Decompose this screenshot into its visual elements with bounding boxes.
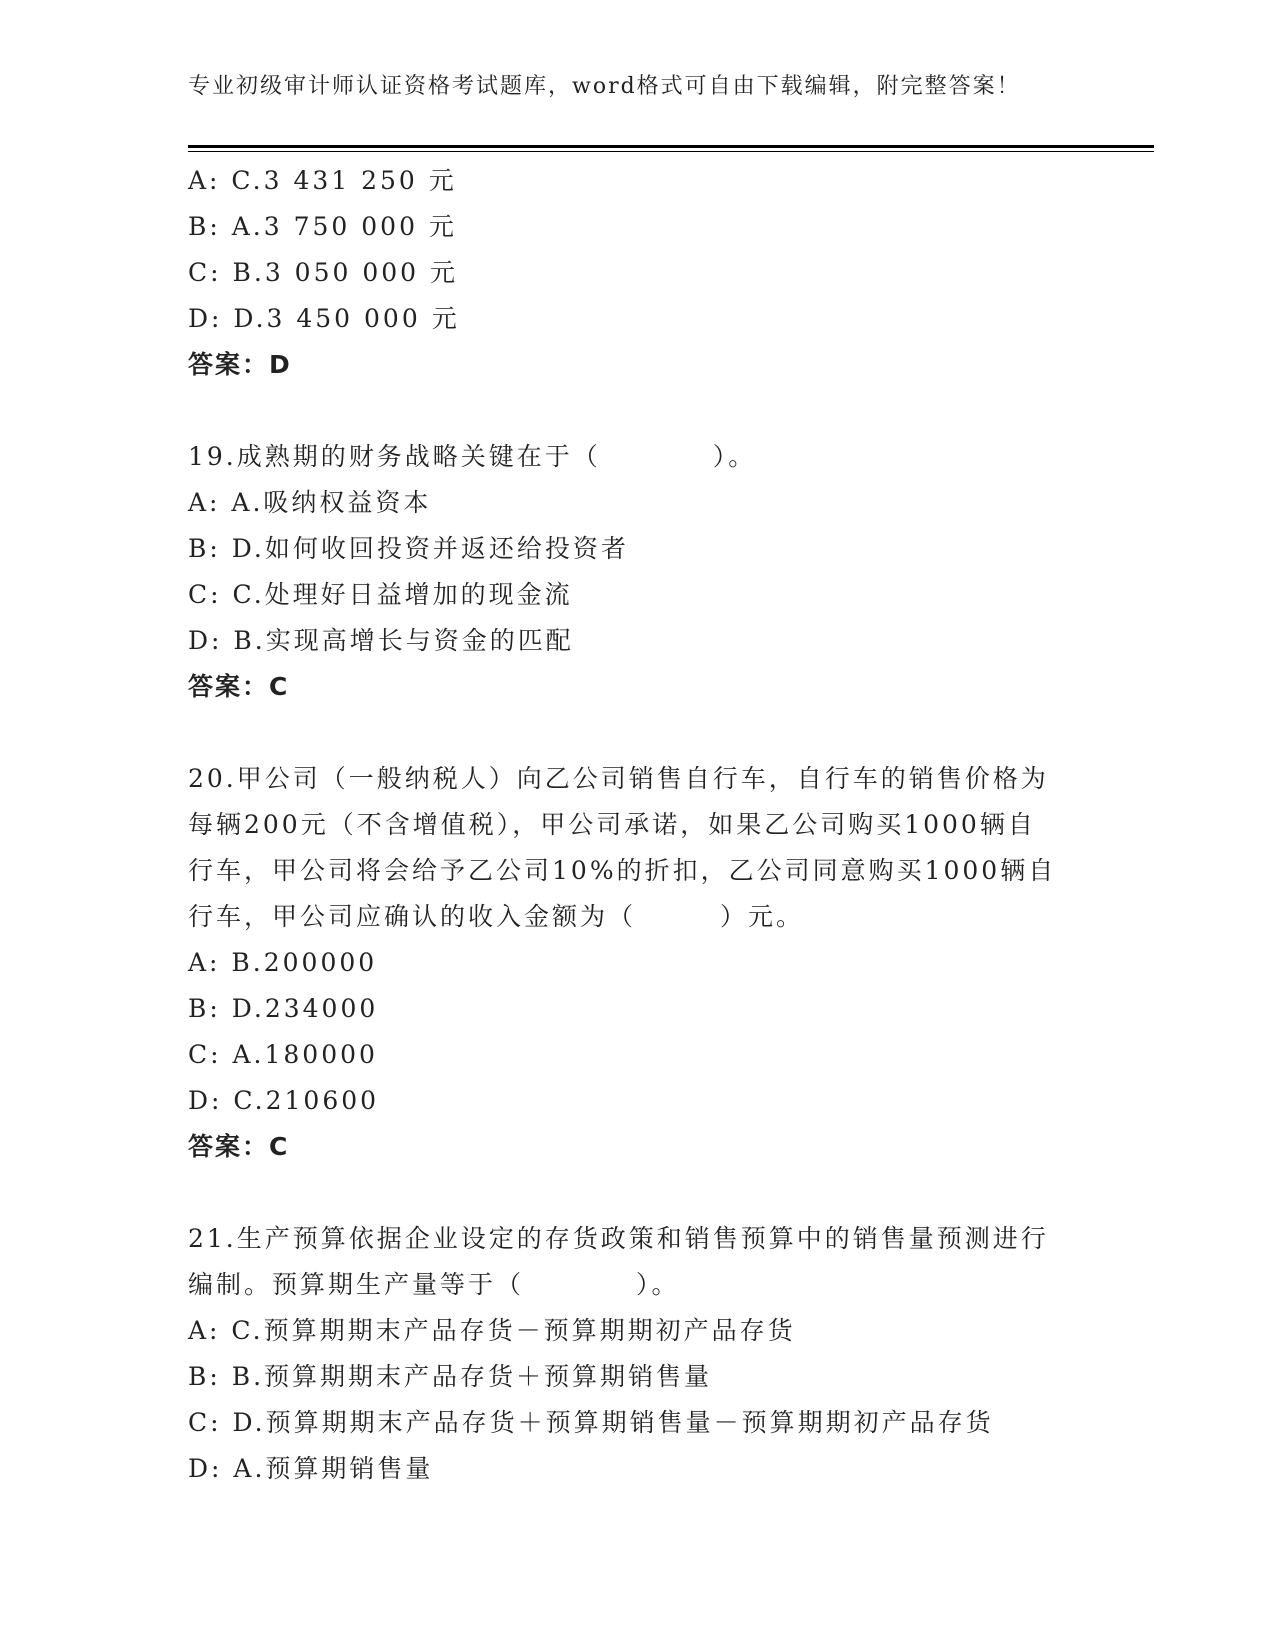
option-a: A: A.吸纳权益资本: [188, 488, 432, 517]
answer: 答案：D: [188, 350, 292, 379]
option-a: A: C.3 431 250 元: [188, 166, 457, 195]
question-stem-line: 21.生产预算依据企业设定的存货政策和销售预算中的销售量预测进行: [188, 1224, 1049, 1253]
question-stem: 19.成熟期的财务战略关键在于（ ）。: [188, 442, 757, 471]
option-c: C: D.预算期期末产品存货＋预算期销售量－预算期期初产品存货: [188, 1408, 994, 1437]
header-rule-thin: [188, 151, 1154, 152]
option-a: A: C.预算期期末产品存货－预算期期初产品存货: [188, 1316, 796, 1345]
spacer: [188, 388, 1088, 434]
question-stem-line: 每辆200元（不含增值税），甲公司承诺，如果乙公司购买1000辆自: [188, 810, 1036, 839]
question-20: [188, 756, 1088, 1170]
question-19: [188, 434, 1088, 710]
answer: 答案：C: [188, 1132, 290, 1161]
question-list: [188, 158, 1088, 1492]
page-header: 专业初级审计师认证资格考试题库，word格式可自由下载编辑，附完整答案！: [188, 74, 1021, 99]
option-b: B: D.如何收回投资并返还给投资者: [188, 534, 629, 563]
header-rule-thick: [188, 145, 1154, 148]
option-c: C: A.180000: [188, 1040, 378, 1069]
option-b: B: B.预算期期末产品存货＋预算期销售量: [188, 1362, 713, 1391]
option-d: D: C.210600: [188, 1086, 380, 1115]
answer: 答案：C: [188, 672, 290, 701]
question-18: [188, 158, 1088, 388]
question-stem-line: 行车，甲公司将会给予乙公司10%的折扣，乙公司同意购买1000辆自: [188, 856, 1057, 885]
question-21: [188, 1216, 1088, 1492]
question-stem-line: 20.甲公司（一般纳税人）向乙公司销售自行车，自行车的销售价格为: [188, 764, 1049, 793]
option-b: B: D.234000: [188, 994, 379, 1023]
option-a: A: B.200000: [188, 948, 378, 977]
spacer: [188, 710, 1088, 756]
option-c: C: C.处理好日益增加的现金流: [188, 580, 573, 609]
question-stem-line: 编制。预算期生产量等于（ ）。: [188, 1270, 680, 1299]
spacer: [188, 1170, 1088, 1216]
option-c: C: B.3 050 000 元: [188, 258, 458, 287]
option-d: D: B.实现高增长与资金的匹配: [188, 626, 574, 655]
question-stem-line: 行车，甲公司应确认的收入金额为（ ）元。: [188, 902, 805, 931]
option-d: D: D.3 450 000 元: [188, 304, 460, 333]
option-b: B: A.3 750 000 元: [188, 212, 457, 241]
option-d: D: A.预算期销售量: [188, 1454, 434, 1483]
